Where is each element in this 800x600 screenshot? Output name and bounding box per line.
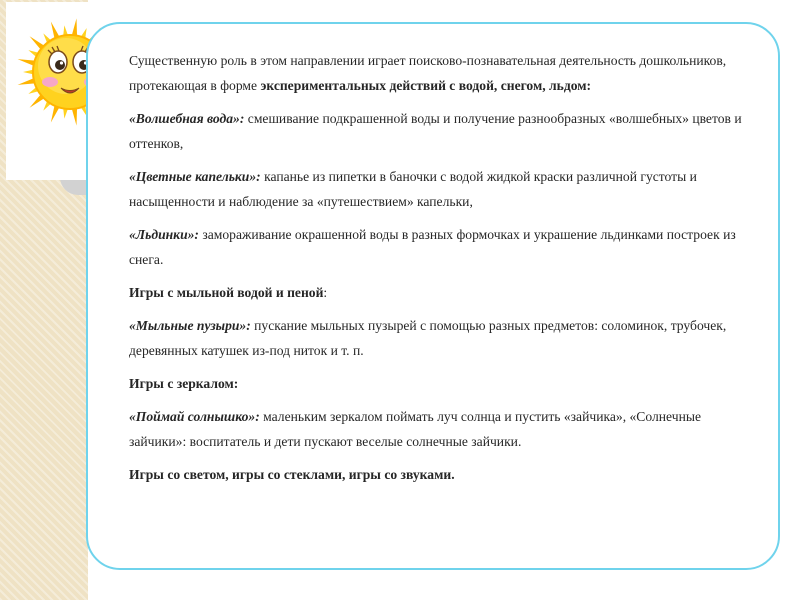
paragraph-ice-pieces: «Льдинки»: замораживание окрашенной воды в разных формочках и украшение льдинками построек из снега.	[129, 227, 736, 267]
colored-drops-title: «Цветные капельки»:	[129, 169, 261, 184]
paragraph-intro: Существенную роль в этом направлении играет поисково-познавательная деятельность дошкольников, протекающая в форме экспериментальных действий с водой, снегом, льдом:	[129, 53, 727, 93]
magic-water-title: «Волшебная вода»:	[129, 111, 245, 126]
paragraph-soap-bubbles: «Мыльные пузыри»: пускание мыльных пузырей с помощью разных предметов: соломинок, трубочек, деревянных катушек из-под ниток и т. п.	[129, 318, 727, 358]
text-block	[129, 48, 749, 495]
paragraph-catch-sun: «Поймай солнышко»: маленьким зеркалом поймать луч солнца и пустить «зайчика», «Солнечные зайчики»: воспитатель и дети пускают веселые солнечные зайчики.	[129, 409, 702, 449]
paragraph-colored-drops: «Цветные капельки»: капанье из пипетки в баночки с водой жидкой краски различной густоты и насыщенности и наблюдение за «путешествием» капельки,	[129, 169, 697, 209]
ice-pieces-title: «Льдинки»:	[129, 227, 199, 242]
catch-sun-title: «Поймай солнышко»:	[129, 409, 260, 424]
soap-bubbles-title: «Мыльные пузыри»:	[129, 318, 251, 333]
heading-soap-games: Игры с мыльной водой и пеной:	[129, 285, 328, 300]
heading-mirror-games: Игры с зеркалом:	[129, 376, 239, 391]
paragraph-magic-water: «Волшебная вода»: смешивание подкрашенной воды и получение разнообразных «волшебных» цветов и оттенков,	[129, 111, 742, 151]
heading-light-glass-sound-games: Игры со светом, игры со стеклами, игры со звуками.	[129, 467, 455, 482]
paragraph-intro-emphasis: экспериментальных действий с водой, снегом, льдом:	[260, 78, 592, 93]
